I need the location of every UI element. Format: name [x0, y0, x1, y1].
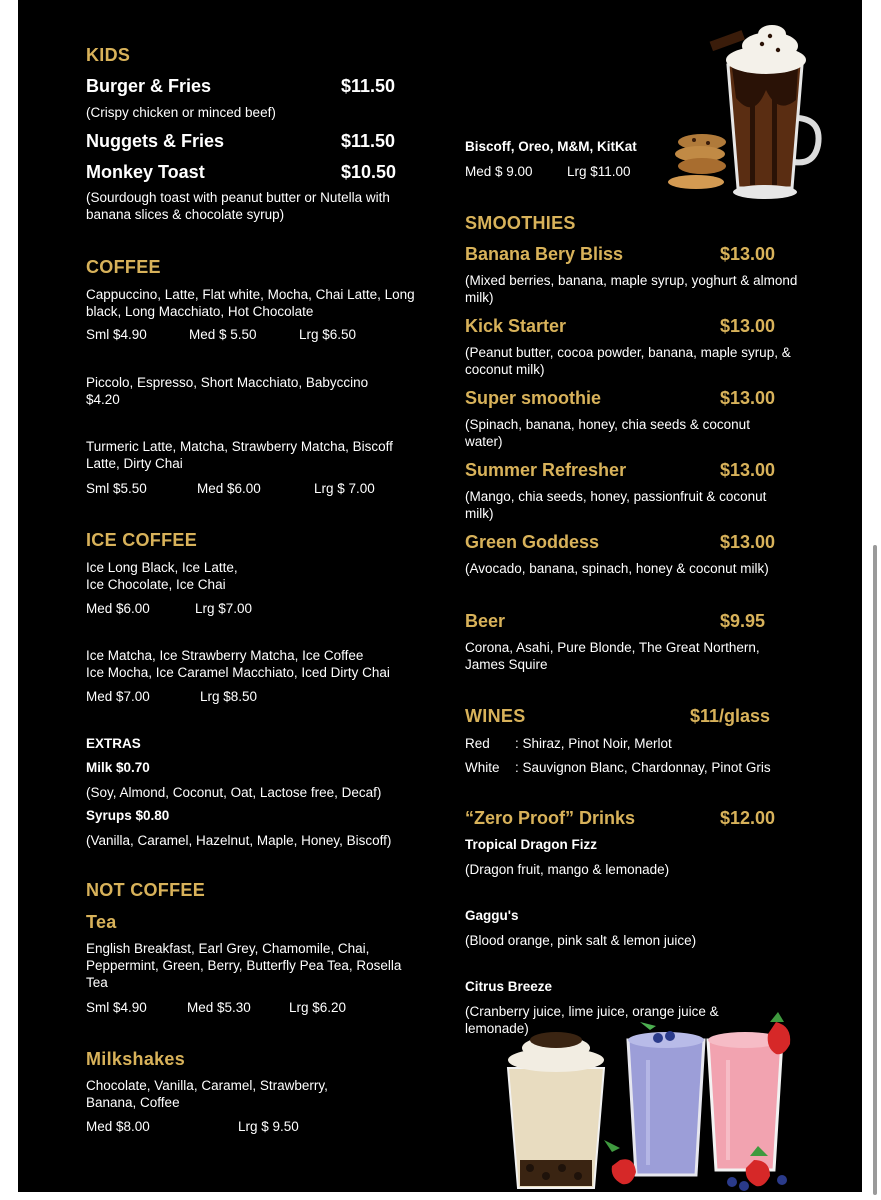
scrollbar[interactable] [873, 545, 877, 1195]
not-coffee-heading: NOT COFFEE [86, 880, 205, 900]
ice-coffee-items: Ice Matcha, Ice Strawberry Matcha, Ice Coffee [86, 648, 364, 663]
smoothie-item-price: $13.00 [720, 244, 776, 264]
extras-milk-desc: (Soy, Almond, Coconut, Oat, Lactose free, Decaf) [86, 785, 382, 800]
ice-coffee-lrg-price: Lrg $8.50 [200, 689, 258, 704]
smoothie-item-desc: (Mixed berries, banana, maple syrup, yoghurt & almond milk) [465, 273, 798, 305]
wines-red-list: : Shiraz, Pinot Noir, Merlot [515, 736, 672, 751]
zero-proof-item-name: Gaggu's [465, 908, 519, 923]
beer-price: $9.95 [720, 611, 766, 631]
smoothie-item-name: Green Goddess [465, 532, 600, 552]
tea-med-price: Med $5.30 [187, 1000, 251, 1015]
extras-syrups: Syrups $0.80 [86, 808, 170, 823]
zero-proof-item-desc: (Blood orange, pink salt & lemon juice) [465, 933, 697, 948]
smoothie-item-name: Super smoothie [465, 388, 602, 408]
special-shakes-lrg-price: Lrg $11.00 [567, 164, 631, 179]
wines-red-label: Red [465, 736, 490, 751]
zero-proof-item-desc: (Cranberry juice, lime juice, orange juice & lemonade) [465, 1004, 719, 1036]
smoothie-item-name: Summer Refresher [465, 460, 627, 480]
smoothie-item-price: $13.00 [720, 460, 776, 480]
smoothie-item-desc: (Spinach, banana, honey, chia seeds & coconut water) [465, 417, 750, 449]
milkshakes-heading: Milkshakes [86, 1049, 186, 1069]
smoothie-item-name: Banana Bery Bliss [465, 244, 624, 264]
kids-item-price: $10.50 [341, 162, 397, 182]
kids-item-price: $11.50 [341, 131, 396, 151]
drinks-illustration-icon [500, 1010, 800, 1192]
beer-desc: Corona, Asahi, Pure Blonde, The Great Northern, James Squire [465, 640, 760, 672]
zero-proof-price: $12.00 [720, 808, 776, 828]
coffee-sml-price: Sml $5.50 [86, 481, 147, 496]
coffee-sml-price: Sml $4.90 [86, 327, 147, 342]
kids-item-name: Burger & Fries [86, 76, 212, 96]
coffee-group-items: Turmeric Latte, Matcha, Strawberry Matcha, Biscoff Latte, Dirty Chai [86, 439, 393, 471]
special-shakes-items: Biscoff, Oreo, M&M, KitKat [465, 139, 637, 154]
ice-coffee-med-price: Med $7.00 [86, 689, 150, 704]
smoothie-item-price: $13.00 [720, 316, 776, 336]
coffee-med-price: Med $6.00 [197, 481, 261, 496]
coffee-heading: COFFEE [86, 257, 161, 277]
tea-lrg-price: Lrg $6.20 [289, 1000, 347, 1015]
smoothie-item-price: $13.00 [720, 388, 776, 408]
smoothie-item-desc: (Peanut butter, cocoa powder, banana, maple syrup, & coconut milk) [465, 345, 791, 377]
milkshakes-lrg-price: Lrg $ 9.50 [238, 1119, 299, 1134]
kids-item-price: $11.50 [341, 76, 396, 96]
kids-item-desc: (Sourdough toast with peanut butter or Nutella with banana slices & chocolate syrup) [86, 190, 390, 222]
ice-coffee-items: Ice Chocolate, Ice Chai [86, 577, 226, 592]
beer-heading: Beer [465, 611, 506, 631]
coffee-group-items: Cappuccino, Latte, Flat white, Mocha, Chai Latte, Long black, Long Macchiato, Hot Chocolate [86, 287, 415, 319]
kids-item-desc: (Crispy chicken or minced beef) [86, 105, 276, 120]
wines-white-list: : Sauvignon Blanc, Chardonnay, Pinot Gris [515, 760, 771, 775]
coffee-lrg-price: Lrg $6.50 [299, 327, 357, 342]
tea-heading: Tea [86, 912, 117, 932]
kids-item-name: Nuggets & Fries [86, 131, 225, 151]
milkshake-glass-icon [666, 20, 826, 205]
wines-heading: WINES [465, 706, 526, 726]
smoothie-item-name: Kick Starter [465, 316, 567, 336]
wines-price: $11/glass [690, 706, 771, 726]
smoothie-item-desc: (Avocado, banana, spinach, honey & coconut milk) [465, 561, 769, 576]
special-shakes-med-price: Med $ 9.00 [465, 164, 533, 179]
tea-sml-price: Sml $4.90 [86, 1000, 147, 1015]
kids-item-name: Monkey Toast [86, 162, 205, 182]
zero-proof-item-name: Tropical Dragon Fizz [465, 837, 598, 852]
wines-white-label: White [465, 760, 500, 775]
kids-heading: KIDS [86, 45, 131, 65]
coffee-lrg-price: Lrg $ 7.00 [314, 481, 375, 496]
ice-coffee-med-price: Med $6.00 [86, 601, 150, 616]
zero-proof-item-desc: (Dragon fruit, mango & lemonade) [465, 862, 670, 877]
coffee-med-price: Med $ 5.50 [189, 327, 257, 342]
smoothie-item-price: $13.00 [720, 532, 776, 552]
extras-syrups-desc: (Vanilla, Caramel, Hazelnut, Maple, Honey, Biscoff) [86, 833, 392, 848]
extras-milk: Milk $0.70 [86, 760, 150, 775]
coffee-group-items: Piccolo, Espresso, Short Macchiato, Babyccino [86, 375, 369, 390]
zero-proof-heading: “Zero Proof” Drinks [465, 808, 636, 828]
smoothie-item-desc: (Mango, chia seeds, honey, passionfruit & coconut milk) [465, 489, 767, 521]
ice-coffee-heading: ICE COFFEE [86, 530, 198, 550]
extras-heading: EXTRAS [86, 736, 141, 751]
ice-coffee-items: Ice Long Black, Ice Latte, [86, 560, 238, 575]
milkshakes-med-price: Med $8.00 [86, 1119, 150, 1134]
menu-page [18, 0, 862, 1192]
milkshakes-items: Chocolate, Vanilla, Caramel, Strawberry, Banana, Coffee [86, 1078, 328, 1110]
coffee-group-price: $4.20 [86, 392, 120, 407]
ice-coffee-items: Ice Mocha, Ice Caramel Macchiato, Iced Dirty Chai [86, 665, 390, 680]
zero-proof-item-name: Citrus Breeze [465, 979, 553, 994]
tea-items: English Breakfast, Earl Grey, Chamomile, Chai, Peppermint, Green, Berry, Butterfly Pea Tea, Rosella Tea [86, 941, 402, 990]
ice-coffee-lrg-price: Lrg $7.00 [195, 601, 253, 616]
smoothies-heading: SMOOTHIES [465, 213, 576, 233]
